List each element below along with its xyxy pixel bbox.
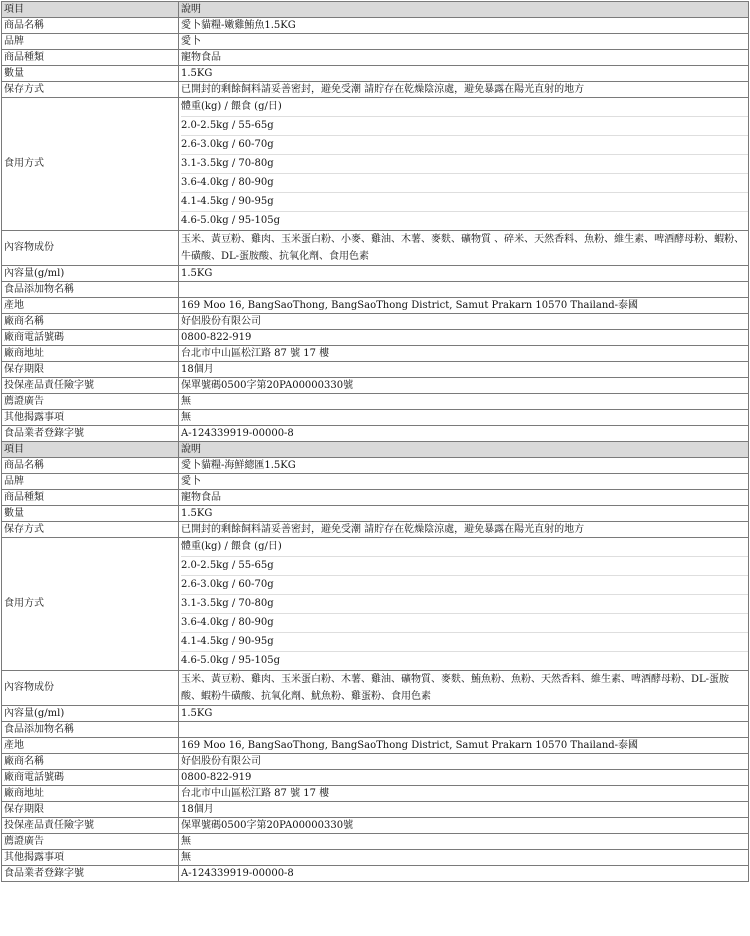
row-ingredients	[2, 671, 749, 706]
row-quantity	[2, 66, 749, 82]
row-address	[2, 346, 749, 362]
phone-label: 廠商電話號碼	[2, 330, 179, 346]
ingredients-label: 內容物成份	[2, 671, 179, 706]
row-maker	[2, 314, 749, 330]
disclosures-label: 其他揭露事項	[2, 410, 179, 426]
storage-label: 保存方式	[2, 522, 179, 538]
origin-value: 169 Moo 16, BangSaoThong, BangSaoThong District, Samut Prakarn 10570 Thailand-泰國	[179, 298, 749, 314]
phone-value: 0800-822-919	[179, 770, 749, 786]
row-phone	[2, 330, 749, 346]
feeding-label: 食用方式	[2, 98, 179, 231]
additives-label: 食品添加物名稱	[2, 722, 179, 738]
row-maker	[2, 754, 749, 770]
address-value: 台北市中山區松江路 87 號 17 樓	[179, 786, 749, 802]
feeding-guide-line: 4.1-4.5kg / 90-95g	[181, 632, 748, 651]
feeding-guide	[179, 538, 749, 671]
row-brand	[2, 474, 749, 490]
feeding-guide-line: 3.6-4.0kg / 80-90g	[181, 173, 748, 192]
claims-label: 薦證廣告	[2, 834, 179, 850]
feeding-guide-line: 3.6-4.0kg / 80-90g	[181, 613, 748, 632]
quantity-label: 數量	[2, 66, 179, 82]
brand-value: 愛卜	[179, 474, 749, 490]
origin-label: 產地	[2, 738, 179, 754]
feeding-guide-line: 3.1-3.5kg / 70-80g	[181, 154, 748, 173]
row-phone	[2, 770, 749, 786]
registration-value: A-124339919-00000-8	[179, 426, 749, 442]
storage-label: 保存方式	[2, 82, 179, 98]
table-header-row	[2, 2, 749, 18]
storage-value: 已開封的剩餘飼料請妥善密封，避免受潮 請貯存在乾燥陰涼處，避免暴露在陽光直射的地方	[179, 82, 749, 98]
header-item-label: 項目	[2, 2, 179, 18]
origin-label: 產地	[2, 298, 179, 314]
header-description-label: 說明	[179, 442, 749, 458]
additives-value	[179, 282, 749, 298]
row-volume	[2, 706, 749, 722]
ingredients-label: 內容物成份	[2, 231, 179, 266]
storage-value: 已開封的剩餘飼料請妥善密封，避免受潮 請貯存在乾燥陰涼處，避免暴露在陽光直射的地方	[179, 522, 749, 538]
address-label: 廠商地址	[2, 786, 179, 802]
row-additives	[2, 282, 749, 298]
row-quantity	[2, 506, 749, 522]
category-label: 商品種類	[2, 490, 179, 506]
registration-label: 食品業者登錄字號	[2, 866, 179, 882]
product-spec-sheet	[0, 1, 750, 882]
row-claims	[2, 834, 749, 850]
ingredients-value: 玉米、黃豆粉、雞肉、玉米蛋白粉、木薯、雞油、礦物質、麥麩、鮪魚粉、魚粉、天然香料、維生素、啤酒酵母粉、DL-蛋胺酸、蝦粉牛磺酸、抗氧化劑、魷魚粉、雞蛋粉、食用色素	[179, 671, 749, 706]
feeding-guide-header: 體重(kg) / 餵食 (g/日)	[181, 101, 282, 112]
product-name-label: 商品名稱	[2, 458, 179, 474]
product-name-value: 愛卜貓糧-海鮮總匯1.5KG	[179, 458, 749, 474]
row-origin	[2, 298, 749, 314]
disclosures-value: 無	[179, 850, 749, 866]
shelf-life-value: 18個月	[179, 362, 749, 378]
quantity-value: 1.5KG	[179, 506, 749, 522]
volume-label: 內容量(g/ml)	[2, 706, 179, 722]
origin-value: 169 Moo 16, BangSaoThong, BangSaoThong District, Samut Prakarn 10570 Thailand-泰國	[179, 738, 749, 754]
row-claims	[2, 394, 749, 410]
category-value: 寵物食品	[179, 50, 749, 66]
row-address	[2, 786, 749, 802]
maker-label: 廠商名稱	[2, 754, 179, 770]
phone-label: 廠商電話號碼	[2, 770, 179, 786]
row-insurance	[2, 818, 749, 834]
registration-value: A-124339919-00000-8	[179, 866, 749, 882]
row-registration	[2, 866, 749, 882]
disclosures-value: 無	[179, 410, 749, 426]
category-label: 商品種類	[2, 50, 179, 66]
quantity-label: 數量	[2, 506, 179, 522]
row-product-name	[2, 18, 749, 34]
feeding-guide-line: 4.1-4.5kg / 90-95g	[181, 192, 748, 211]
product-spec-table	[1, 1, 749, 882]
row-disclosures	[2, 410, 749, 426]
registration-label: 食品業者登錄字號	[2, 426, 179, 442]
category-value: 寵物食品	[179, 490, 749, 506]
shelf-life-value: 18個月	[179, 802, 749, 818]
row-ingredients	[2, 231, 749, 266]
address-value: 台北市中山區松江路 87 號 17 樓	[179, 346, 749, 362]
volume-label: 內容量(g/ml)	[2, 266, 179, 282]
product-name-label: 商品名稱	[2, 18, 179, 34]
brand-label: 品牌	[2, 34, 179, 50]
row-category	[2, 50, 749, 66]
table-header-row	[2, 442, 749, 458]
quantity-value: 1.5KG	[179, 66, 749, 82]
row-volume	[2, 266, 749, 282]
additives-value	[179, 722, 749, 738]
row-origin	[2, 738, 749, 754]
ingredients-value: 玉米、黃豆粉、雞肉、玉米蛋白粉、小麥、雞油、木薯、麥麩、礦物質 、碎米、天然香料、魚粉、維生素、啤酒酵母粉、蝦粉、牛磺酸、DL-蛋胺酸、抗氧化劑、食用色素	[179, 231, 749, 266]
address-label: 廠商地址	[2, 346, 179, 362]
feeding-guide-line: 2.0-2.5kg / 55-65g	[181, 116, 748, 135]
feeding-guide-line: 4.6-5.0kg / 95-105g	[181, 651, 748, 670]
row-feeding	[2, 538, 749, 671]
brand-label: 品牌	[2, 474, 179, 490]
shelf-life-label: 保存期限	[2, 802, 179, 818]
feeding-guide-line: 2.6-3.0kg / 60-70g	[181, 575, 748, 594]
row-disclosures	[2, 850, 749, 866]
row-shelf-life	[2, 802, 749, 818]
claims-label: 薦證廣告	[2, 394, 179, 410]
row-storage	[2, 522, 749, 538]
phone-value: 0800-822-919	[179, 330, 749, 346]
maker-value: 好侶股份有限公司	[179, 754, 749, 770]
volume-value: 1.5KG	[179, 706, 749, 722]
row-product-name	[2, 458, 749, 474]
product-name-value: 愛卜貓糧-嫩雞鮪魚1.5KG	[179, 18, 749, 34]
claims-value: 無	[179, 834, 749, 850]
feeding-label: 食用方式	[2, 538, 179, 671]
feeding-guide-line: 2.6-3.0kg / 60-70g	[181, 135, 748, 154]
header-description-label: 說明	[179, 2, 749, 18]
feeding-guide-line: 2.0-2.5kg / 55-65g	[181, 556, 748, 575]
claims-value: 無	[179, 394, 749, 410]
maker-value: 好侶股份有限公司	[179, 314, 749, 330]
row-brand	[2, 34, 749, 50]
insurance-label: 投保產品責任險字號	[2, 818, 179, 834]
feeding-guide-line: 4.6-5.0kg / 95-105g	[181, 211, 748, 230]
disclosures-label: 其他揭露事項	[2, 850, 179, 866]
row-storage	[2, 82, 749, 98]
header-item-label: 項目	[2, 442, 179, 458]
row-registration	[2, 426, 749, 442]
row-feeding	[2, 98, 749, 231]
shelf-life-label: 保存期限	[2, 362, 179, 378]
feeding-guide-header: 體重(kg) / 餵食 (g/日)	[181, 541, 282, 552]
feeding-guide-line: 3.1-3.5kg / 70-80g	[181, 594, 748, 613]
row-category	[2, 490, 749, 506]
insurance-value: 保單號碼0500字第20PA00000330號	[179, 818, 749, 834]
maker-label: 廠商名稱	[2, 314, 179, 330]
row-insurance	[2, 378, 749, 394]
feeding-guide	[179, 98, 749, 231]
insurance-label: 投保產品責任險字號	[2, 378, 179, 394]
insurance-value: 保單號碼0500字第20PA00000330號	[179, 378, 749, 394]
row-shelf-life	[2, 362, 749, 378]
brand-value: 愛卜	[179, 34, 749, 50]
volume-value: 1.5KG	[179, 266, 749, 282]
additives-label: 食品添加物名稱	[2, 282, 179, 298]
row-additives	[2, 722, 749, 738]
